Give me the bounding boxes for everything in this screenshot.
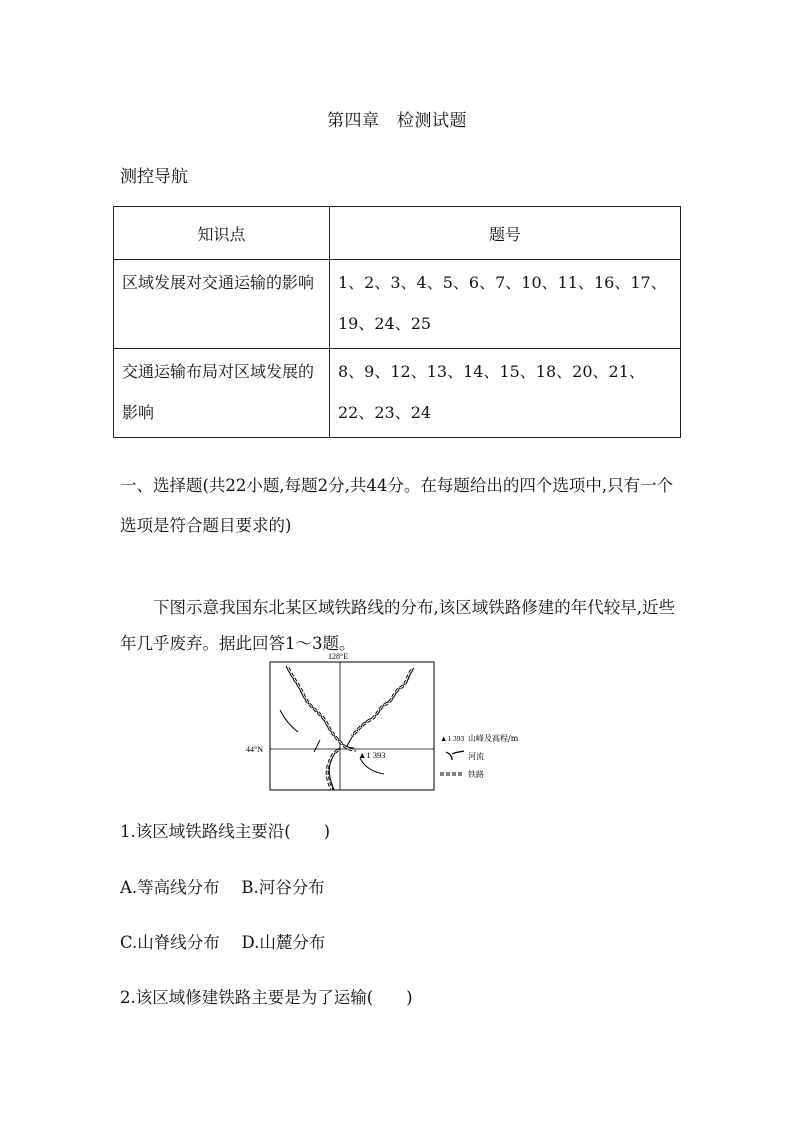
row-topic: 交通运输布局对区域发展的影响 (114, 349, 330, 438)
header-topic: 知识点 (114, 207, 330, 260)
passage-text: 下图示意我国东北某区域铁路线的分布,该区域铁路修建的年代较早,近些年几乎废弃。据此回答1～3题。 (120, 598, 675, 653)
table-row (114, 260, 681, 349)
table-header-row (114, 207, 681, 260)
row-questions: 8、9、12、13、14、15、18、20、21、22、23、24 (330, 349, 681, 438)
row-topic: 区域发展对交通运输的影响 (114, 260, 330, 349)
legend-river-icon (446, 751, 464, 760)
legend-peak-label: 山峰及高程/m (468, 734, 519, 743)
legend-river-label: 河流 (468, 752, 484, 761)
section-heading: 一、选择题(共22小题,每题2分,共44分。在每题给出的四个选项中,只有一个选项是符合题目要求的) (120, 476, 674, 535)
table-row (114, 349, 681, 438)
legend-railway-label: 铁路 (468, 770, 484, 779)
legend-peak-symbol: ▲1 393 (440, 734, 465, 743)
latitude-label: 44°N (246, 745, 263, 754)
peak-label: ▲1 393 (358, 750, 386, 760)
railway-map (246, 648, 538, 793)
map-figure (246, 648, 538, 793)
question-2-stem: 2.该区域修建铁路主要是为了运输( ) (120, 988, 413, 1007)
nav-heading: 测控导航 (120, 167, 188, 187)
question-1-options-ab: A.等高线分布 B.河谷分布 (120, 878, 325, 897)
longitude-label: 128°E (328, 652, 349, 661)
row-questions: 1、2、3、4、5、6、7、10、11、16、17、19、24、25 (330, 260, 681, 349)
page-title: 第四章 检测试题 (327, 111, 467, 131)
question-1-options-cd: C.山脊线分布 D.山麓分布 (120, 933, 326, 952)
header-questions: 题号 (330, 207, 681, 260)
knowledge-table (113, 206, 681, 438)
question-1-stem: 1.该区域铁路线主要沿( ) (120, 822, 331, 841)
